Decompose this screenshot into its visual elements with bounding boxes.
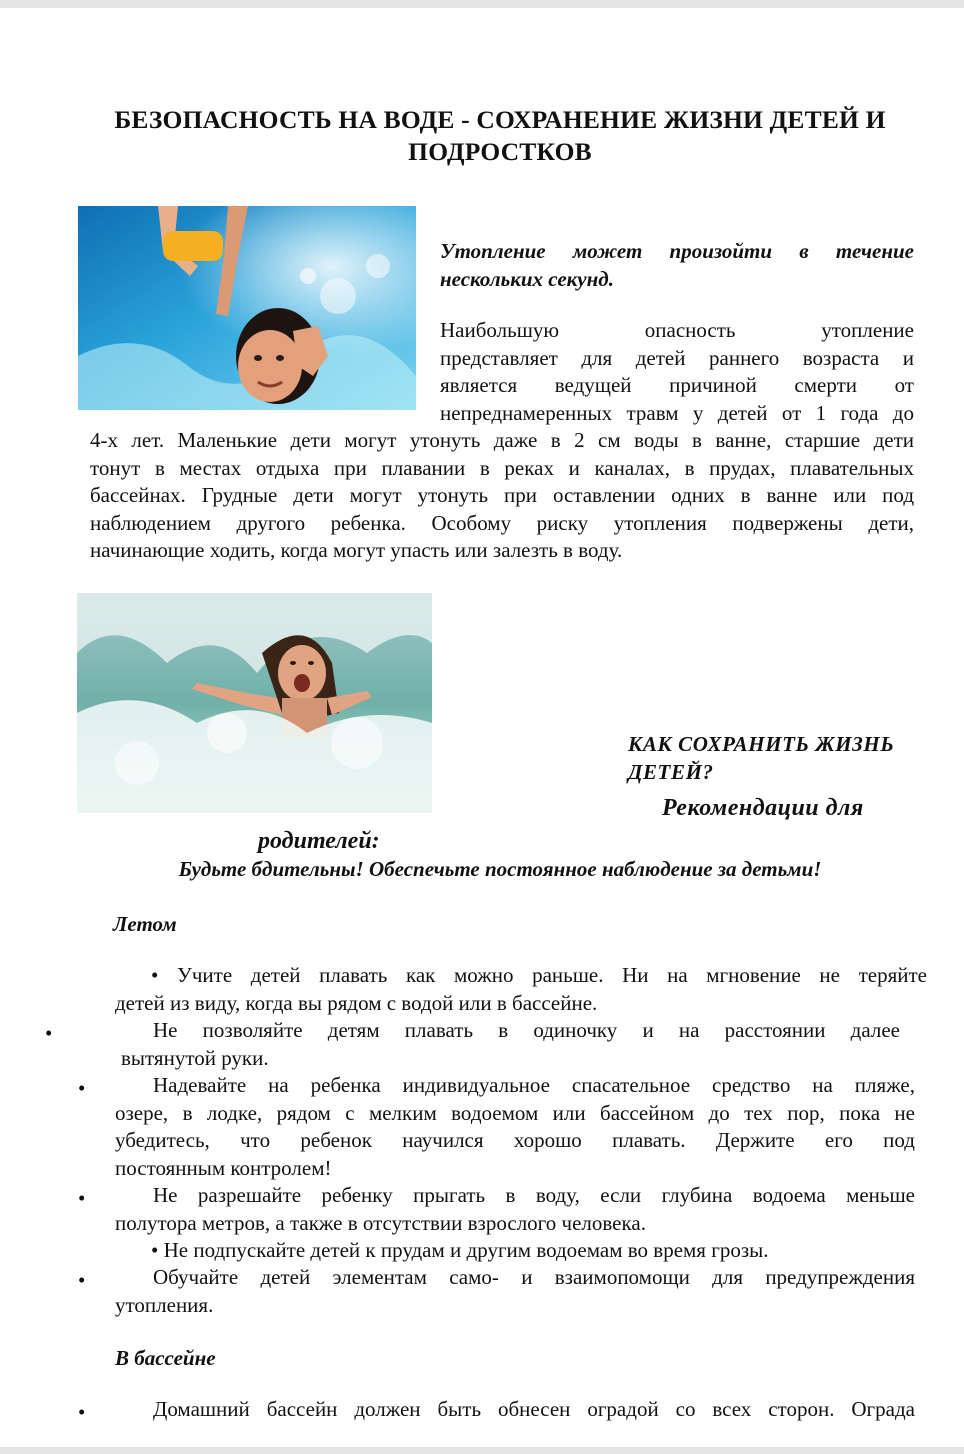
intro-line: 4-х лет. Маленькие дети могут утонуть даже в 2 см воды в ванне, старшие дети: [90, 428, 914, 452]
list-item-text: Не позволяйте детям плавать в одиночку и на расстоянии далее: [153, 1018, 900, 1042]
list-item: [115, 962, 927, 1017]
how-to-save-heading: КАК СОХРАНИТЬ ЖИЗНЬ ДЕТЕЙ?: [628, 732, 895, 784]
list-item: [115, 1072, 915, 1182]
intro-line: бассейнах. Грудные дети могут утонуть при оставлении одних в ванне или под: [90, 483, 914, 507]
recommendations-heading-line2: родителей:: [258, 828, 380, 854]
list-item-text: утопления.: [115, 1292, 214, 1317]
list-item-text: Домашний бассейн должен быть обнесен оградой со всех сторон. Ограда: [153, 1397, 915, 1421]
underwater-photo: [78, 206, 416, 410]
intro-paragraph-bottom: [90, 427, 914, 565]
list-item: [115, 1264, 915, 1319]
list-item-text: Обучайте детей элементам само- и взаимопомощи для предупреждения: [153, 1265, 915, 1289]
bullet: •: [78, 1076, 86, 1100]
list-item-text: Надевайте на ребенка индивидуальное спасательное средство на пляже,: [153, 1073, 915, 1097]
intro-line: представляет для детей раннего возраста и: [440, 345, 914, 370]
lead-text: Утопление может произойти в течение нескольких секунд.: [440, 239, 914, 291]
page-title: БЕЗОПАСНОСТЬ НА ВОДЕ - СОХРАНЕНИЕ ЖИЗНИ ДЕТЕЙ И ПОДРОСТКОВ: [114, 105, 886, 166]
list-item-text: вытянутой руки.: [121, 1045, 269, 1070]
bullet: •: [78, 1268, 86, 1292]
summer-heading: Летом: [113, 912, 177, 936]
list-item-text: Не разрешайте ребенку прыгать в воду, если глубина водоема меньше: [153, 1183, 915, 1207]
list-item-text: Учите детей плавать как можно раньше. Ни на мгновение не теряйте: [176, 963, 928, 987]
list-item: [151, 1237, 911, 1265]
list-item-text: озере, в лодке, рядом с мелким водоемом или бассейном до тех пор, пока не: [115, 1100, 915, 1125]
bullet: •: [45, 1021, 53, 1045]
recommendations-heading-line1: Рекомендации для: [662, 795, 864, 821]
intro-line: является ведущей причиной смерти от: [440, 373, 914, 397]
intro-line: непреднамеренных травм у детей от 1 года до: [440, 400, 914, 425]
list-item-text: Не подпускайте детей к прудам и другим водоемам во время грозы.: [163, 1238, 769, 1262]
list-item-text: детей из виду, когда вы рядом с водой или в бассейне.: [115, 990, 598, 1015]
intro-paragraph-top: [440, 317, 914, 427]
bottom-bar: [0, 1447, 964, 1454]
pool-heading: В бассейне: [115, 1346, 216, 1370]
vigilance-callout: Будьте бдительны! Обеспечьте постоянное наблюдение за детьми!: [178, 857, 822, 881]
bullet: •: [151, 1238, 159, 1262]
intro-line: наблюдением другого ребенка. Особому риску утопления подвержены дети,: [90, 510, 914, 535]
list-item: [115, 1017, 900, 1072]
list-item-text: полутора метров, а также в отсутствии взрослого человека.: [115, 1210, 646, 1235]
top-bar: [0, 0, 964, 8]
list-item: [115, 1182, 915, 1237]
bullet: •: [78, 1186, 86, 1210]
bullet: •: [78, 1400, 86, 1424]
intro-line: начинающие ходить, когда могут упасть или залезть в воду.: [90, 538, 623, 562]
list-item: [115, 1396, 915, 1424]
intro-line: Наибольшую опасность утопление: [440, 318, 914, 342]
list-item-text: постоянным контролем!: [115, 1155, 332, 1180]
intro-line: тонут в местах отдыха при плавании в реках и каналах, в прудах, плавательных: [90, 455, 914, 480]
waves-photo: [77, 593, 432, 813]
list-item-text: убедитесь, что ребенок научился хорошо плавать. Держите его под: [115, 1128, 915, 1152]
bullet: •: [151, 963, 159, 987]
